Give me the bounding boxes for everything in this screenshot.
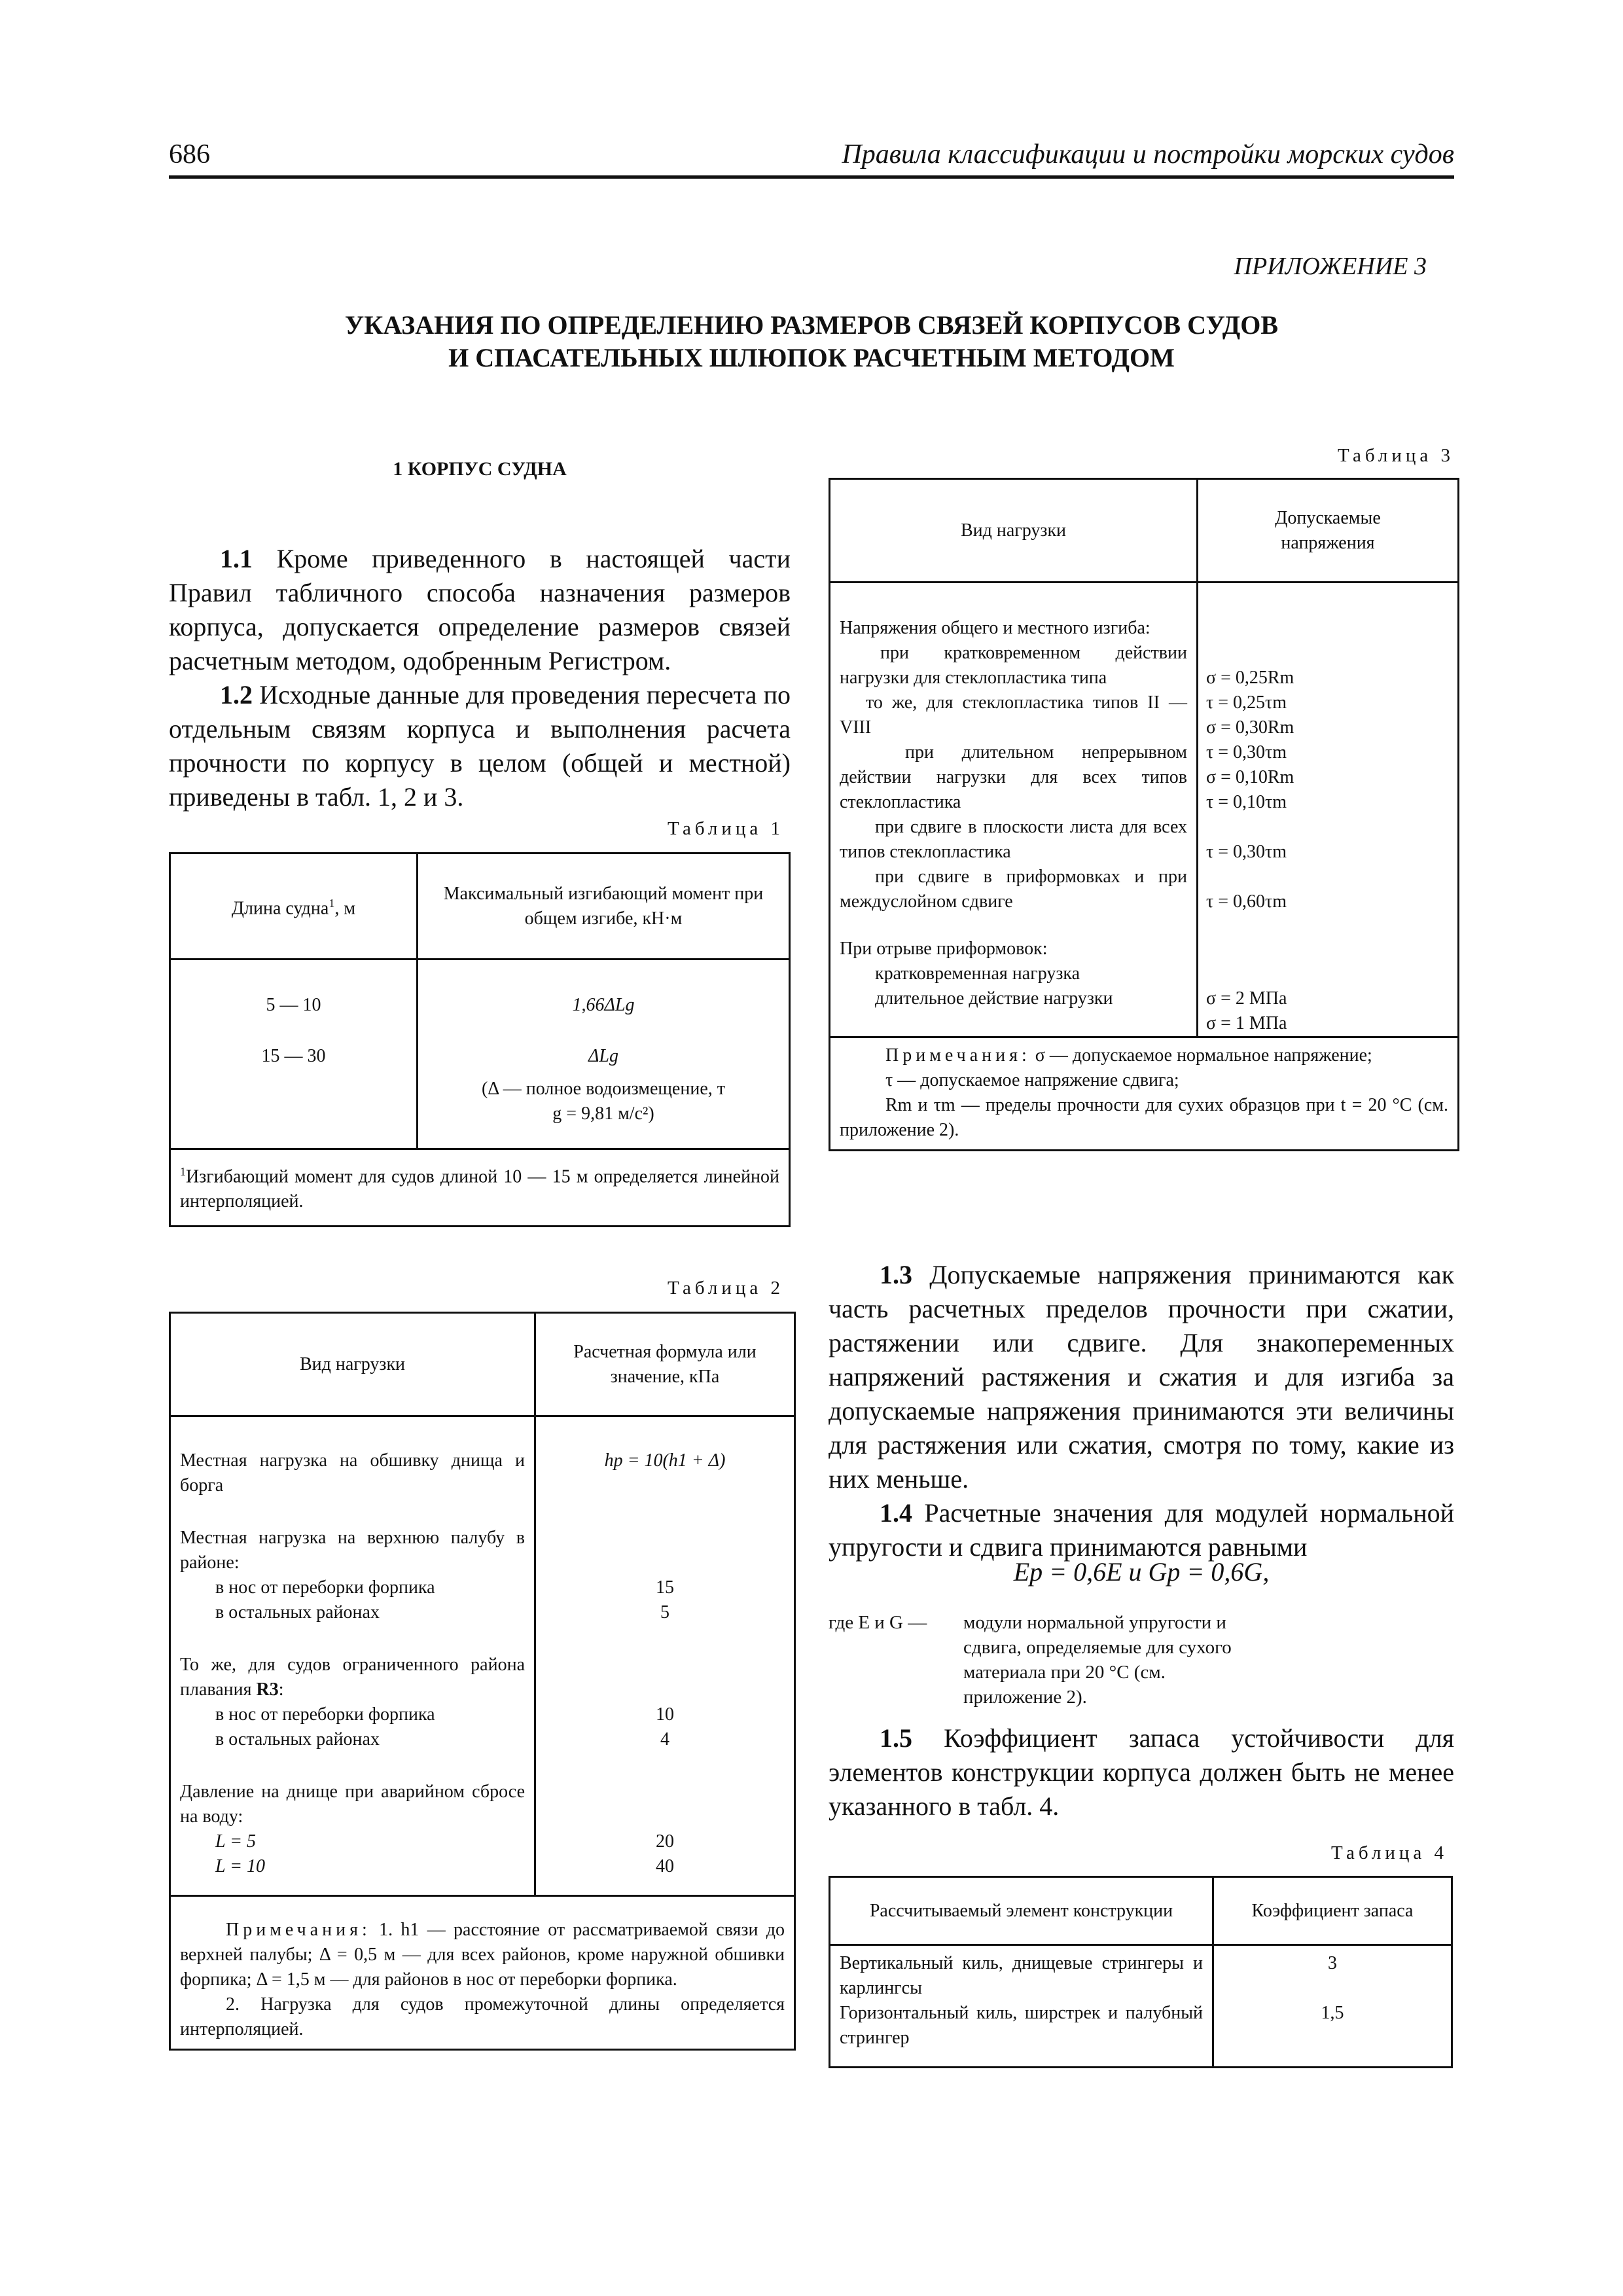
table3-body-row (830, 583, 1459, 1037)
table1-row2-length: 15 — 30 (261, 1046, 326, 1066)
table2-r2a-label: в нос от переборки форпика (215, 1577, 435, 1598)
table3-r2-val1: σ = 0,25Rm (1206, 668, 1294, 688)
table2-col1-header: Вид нагрузки (170, 1313, 535, 1416)
table3-note3: Rm и τm — пределы прочности для сухих образцов при t = 20 °C (см. приложение 2). (840, 1095, 1448, 1140)
table1-row1-length: 5 — 10 (266, 995, 321, 1015)
table1-legend-line1: (Δ — полное водоизмещение, т (481, 1079, 725, 1099)
table2-r4a-value: 20 (656, 1831, 674, 1852)
table3-r4-val1: σ = 0,10Rm (1206, 767, 1294, 787)
table2-r2b-label: в остальных районах (215, 1602, 380, 1623)
table2-r4b-label: L = 10 (215, 1856, 265, 1876)
table3-r7b-label: длительное действие нагрузки (875, 988, 1113, 1009)
paragraph-text: Коэффициент запаса устойчивости для элементов конструкции корпуса должен быть не менее указанного в табл. 4. (829, 1723, 1455, 1821)
paragraph-number: 1.3 (880, 1260, 912, 1289)
table1-header-row (170, 853, 790, 960)
table3-r2-val2: τ = 0,25τm (1206, 692, 1287, 713)
table2-r3a-value: 10 (656, 1704, 674, 1725)
table2-body-row (170, 1416, 795, 1896)
paragraph-1-1 (169, 542, 791, 678)
table3-r3-val2: τ = 0,30τm (1206, 742, 1287, 762)
paragraph-1-2 (169, 678, 791, 814)
paragraph-number: 1.2 (220, 680, 253, 709)
paragraph-number: 1.1 (220, 544, 253, 573)
table4-r1-value: 3 (1328, 1953, 1337, 1973)
table2-r3a-label: в нос от переборки форпика (215, 1704, 435, 1725)
table3-r2-label: при кратковременном действии нагрузки для стеклопластика типа (840, 643, 1187, 688)
table4-labels-cell (830, 1945, 1213, 2068)
table3-notes (830, 1037, 1459, 1151)
table1-value-cell (418, 960, 790, 1149)
paragraph-number: 1.4 (880, 1498, 912, 1528)
table2-r1-value: hp = 10(h1 + Δ) (604, 1450, 726, 1471)
table1-row1-value: 1,66ΔLg (572, 995, 635, 1015)
table1-footnote-row (170, 1149, 790, 1227)
table4-header-row (830, 1877, 1452, 1945)
table3-r7b-val: σ = 1 МПа (1206, 1013, 1287, 1033)
table2-r1-label: Местная нагрузка на обшивку днища и борга (180, 1450, 525, 1496)
paragraph-text: Допускаемые напряжения принимаются как часть расчетных пределов прочности при сжатии, растяжении или сдвиге. Для знакопеременных напряжений растяжения и сжатия и для изгиба за допускаемые напряжения принимаются эти величины для растяжения или сжатия, смотря по тому, какие из них меньше. (829, 1260, 1454, 1494)
table4-body-row (830, 1945, 1452, 2068)
table3-r7-label: При отрыве приформовок: (840, 939, 1048, 959)
paragraph-text: Кроме приведенного в настоящей части Правил табличного способа назначения размеров корпуса, допускается определение размеров связей расчетным методом, одобренным Регистром. (169, 544, 791, 675)
table3-note2: τ — допускаемое напряжение сдвига; (885, 1070, 1179, 1090)
table3-col1-header: Вид нагрузки (830, 479, 1198, 583)
table2-r3b-label: в остальных районах (215, 1729, 380, 1749)
table3-notes-row (830, 1037, 1459, 1151)
section-title: 1 КОРПУС СУДНА (393, 458, 567, 480)
table1-footnote: $^1$Изгибающий момент для судов длиной 10 — 15 м определяется линейной интерполяцией. (170, 1149, 790, 1227)
table2-r2a-value: 15 (656, 1577, 674, 1598)
page-number: 686 (169, 139, 210, 170)
document-title (169, 309, 1454, 374)
header-rule (169, 175, 1454, 179)
left-paragraphs (169, 542, 791, 814)
formula: Ep = 0,6E и Gp = 0,6G, (1013, 1557, 1270, 1587)
table3-r1-label: Напряжения общего и местного изгиба: (840, 618, 1150, 638)
table1-length-cell (170, 960, 418, 1149)
table1-row2-value: ΔLg (588, 1046, 618, 1066)
table4-col1-header: Рассчитываемый элемент конструкции (830, 1877, 1213, 1945)
table1-caption: Таблица 1 (667, 818, 784, 839)
title-line-2: И СПАСАТЕЛЬНЫХ ШЛЮПОК РАСЧЕТНЫМ МЕТОДОМ (448, 343, 1175, 372)
table2-r4a-label: L = 5 (215, 1831, 256, 1852)
table2-r2b-value: 5 (660, 1602, 669, 1623)
table3-r4-label: при длительном непрерывном действии нагрузки для всех типов стеклопластика (840, 742, 1187, 812)
paragraph-1-3 (829, 1258, 1454, 1496)
paragraph-text: Исходные данные для проведения пересчета по отдельным связям корпуса и выполнения расчета прочности по корпусу в целом (общей и местной) приведены в табл. 1, 2 и 3. (169, 680, 791, 812)
table3-header-row (830, 479, 1459, 583)
paragraph-1-4 (829, 1496, 1454, 1564)
title-line-1: УКАЗАНИЯ ПО ОПРЕДЕЛЕНИЮ РАЗМЕРОВ СВЯЗЕЙ КОРПУСОВ СУДОВ (344, 310, 1279, 340)
table2-note2: 2. Нагрузка для судов промежуточной длины определяется интерполяцией. (180, 1994, 785, 2039)
paragraph-1-5-block (829, 1721, 1454, 1823)
paragraph-text: Расчетные значения для модулей нормальной упругости и сдвига принимаются равными (829, 1498, 1455, 1562)
table3-col2-header: Допускаемые напряжения (1198, 479, 1459, 583)
table4-values-cell (1213, 1945, 1452, 2068)
table1-col2-header: Максимальный изгибающий момент при общем изгибе, кН·м (418, 853, 790, 960)
table1-legend-line2: g = 9,81 м/с²) (552, 1103, 654, 1124)
table2-r2-label: Местная нагрузка на верхнюю палубу в районе: (180, 1528, 525, 1573)
table3-r6-val: τ = 0,60τm (1206, 891, 1287, 912)
table2-notes-row (170, 1896, 795, 2050)
table3-r5-label: при сдвиге в плоскости листа для всех типов стеклопластика (840, 817, 1187, 862)
paragraph-number: 1.5 (880, 1723, 912, 1753)
table2-col2-header: Расчетная формула или значение, кПа (535, 1313, 795, 1416)
table4 (829, 1876, 1453, 2068)
appendix-label: ПРИЛОЖЕНИЕ 3 (1234, 253, 1427, 280)
table2-note1: Примечания: 1. h1 — расстояние от рассматриваемой связи до верхней палубы; Δ = 0,5 м — для всех районов, кроме наружной обшивки форпика; Δ = 1,5 м — для районов в нос от переборки форпика. (180, 1920, 785, 1990)
table4-caption: Таблица 4 (1330, 1842, 1448, 1863)
right-paragraphs (829, 1258, 1454, 1564)
table2-r3b-value: 4 (660, 1729, 669, 1749)
table3-r4-val2: τ = 0,10τm (1206, 792, 1287, 812)
running-title: Правила классификации и постройки морских судов (842, 139, 1454, 170)
table1-col1-header: Длина судна$^1$, м (170, 853, 418, 960)
table3-values-cell (1198, 583, 1459, 1037)
table4-r2-value: 1,5 (1321, 2003, 1344, 2023)
table3-caption: Таблица 3 (1337, 445, 1454, 466)
table2-values-cell (535, 1416, 795, 1896)
table4-r2-label: Горизонтальный киль, ширстрек и палубный стрингер (840, 2003, 1203, 2048)
paragraph-1-5 (829, 1721, 1454, 1823)
table4-col2-header: Коэффициент запаса (1213, 1877, 1452, 1945)
table3-note1: Примечания: σ — допускаемое нормальное напряжение; (885, 1045, 1372, 1066)
table2-caption: Таблица 2 (667, 1278, 784, 1299)
table3-r6-label: при сдвиге в приформовках и при междуслойном сдвиге (840, 867, 1187, 912)
table3-r3-val1: σ = 0,30Rm (1206, 717, 1294, 738)
where-text: модули нормальной упругости и сдвига, определяемые для сухого материала при 20 °C (см. приложение 2). (963, 1612, 1232, 1708)
table2-notes (170, 1896, 795, 2050)
table3-labels-cell (830, 583, 1198, 1037)
table3 (829, 478, 1459, 1151)
table3-r7a-label: кратковременная нагрузка (875, 963, 1080, 984)
table1-body-row (170, 960, 790, 1149)
table2-labels-cell (170, 1416, 535, 1896)
table3-r3-label: то же, для стеклопластика типов II — VIII (840, 692, 1187, 738)
table2-r3-label: То же, для судов ограниченного района плавания R3: (180, 1655, 525, 1700)
table3-r7a-val: σ = 2 МПа (1206, 988, 1287, 1009)
table2 (169, 1312, 796, 2051)
table2-header-row (170, 1313, 795, 1416)
table3-r5-val: τ = 0,30τm (1206, 842, 1287, 862)
table2-r4b-value: 40 (656, 1856, 674, 1876)
table4-r1-label: Вертикальный киль, днищевые стрингеры и карлингсы (840, 1953, 1203, 1998)
table2-r4-label: Давление на днище при аварийном сбросе на воду: (180, 1782, 525, 1827)
table1 (169, 852, 791, 1227)
where-label: где E и G — (829, 1612, 927, 1633)
